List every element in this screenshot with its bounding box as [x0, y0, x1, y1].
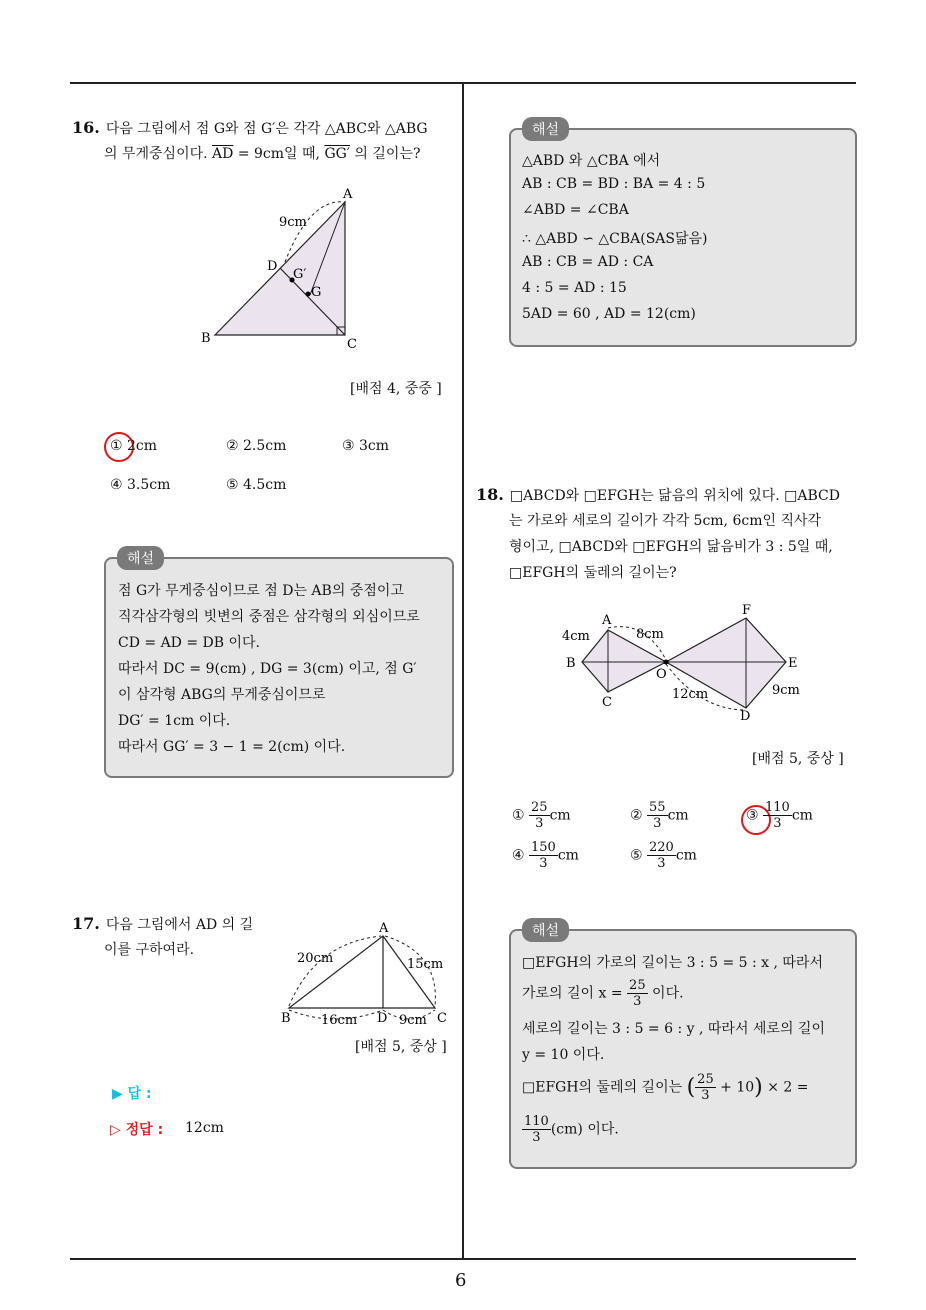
- q18-label-b: B: [566, 656, 576, 671]
- q16-label-a: A: [343, 187, 353, 202]
- q17-answer-label: ▶ 답 :: [112, 1086, 152, 1102]
- q18-text-line4: □EFGH의 둘레의 길이는?: [509, 565, 677, 581]
- q18-choice-5[interactable]: ⑤ $\frac{220}{3}$ cm: [630, 840, 697, 871]
- q18-figure: [560, 600, 820, 725]
- q18-choice-2[interactable]: ② $\frac{55}{3}$ cm: [630, 800, 689, 831]
- q16-choice-1[interactable]: ① 2cm: [110, 438, 158, 454]
- q16-sol-line: 점 G가 무게중심이므로 점 D는 AB의 중점이고: [118, 583, 404, 599]
- q18-solution-tag: 해설: [522, 918, 569, 942]
- q18-sol-line1: □EFGH의 가로의 길이는 3 : 5 = 5 : x , 따라서: [522, 955, 823, 971]
- q17-correct-label: ▷ 정답 :: [110, 1122, 164, 1138]
- q18-label-a: A: [602, 613, 612, 628]
- q17-sol-line: △ABD 와 △CBA 에서: [522, 153, 661, 169]
- q18-text-line3: 형이고, □ABCD와 □EFGH의 닮음비가 3 : 5일 때,: [509, 539, 833, 555]
- q17-sol-line: AB : CB = BD : BA = 4 : 5: [522, 176, 706, 192]
- q18-label-e: E: [788, 656, 798, 671]
- q18-choice-4[interactable]: ④ $\frac{150}{3}$ cm: [512, 840, 579, 871]
- q18-sol-line5: □EFGH의 둘레의 길이는 ( $\frac{25}{3}$ + 10) × 2 =: [522, 1072, 809, 1103]
- q16-choice-2[interactable]: ② 2.5cm: [226, 438, 287, 454]
- q17-label-b: B: [281, 1011, 291, 1026]
- q16-text-line2: 의 무게중심이다. $\overline{AD} = 9cm$일 때, GG′ 의 길이는?: [104, 146, 421, 162]
- q18-text-line1: 18. □ABCD와 □EFGH는 닮음의 위치에 있다. □ABCD: [476, 485, 840, 504]
- q18-sol-line4: y = 10 이다.: [522, 1047, 605, 1063]
- q18-sol-line6: $\frac{110}{3}$ (cm) 이다.: [524, 1114, 619, 1145]
- q17-sol-line: ∴ △ABD ∽ △CBA(SAS닮음): [522, 231, 708, 247]
- q16-text-line1: 16. 다음 그림에서 점 G와 점 G′은 각각 △ABC와 △ABG: [72, 118, 428, 137]
- q18-sol-line2: 가로의 길이 x = $\frac{25}{3}$ 이다.: [522, 978, 684, 1009]
- q17-label-a: A: [379, 921, 389, 936]
- q18-label-9: 9cm: [772, 683, 800, 698]
- q16-label-g: G: [311, 285, 322, 300]
- q16-label-b: B: [201, 331, 211, 346]
- q18-label-12: 12cm: [672, 687, 709, 702]
- q17-label-15: 15cm: [407, 957, 444, 972]
- page-number: 6: [455, 1270, 467, 1291]
- q17-number: 17.: [72, 914, 100, 933]
- q17-correct-value: 12cm: [185, 1120, 224, 1136]
- q18-label-f: F: [742, 603, 752, 618]
- q16-solution-tag: 해설: [117, 546, 164, 570]
- q18-point-o: [664, 660, 669, 665]
- q16-score: [배점 4, 중중 ]: [350, 381, 442, 397]
- q16-point-g: [306, 292, 311, 297]
- q18-label-8: 8cm: [636, 627, 664, 642]
- q17-sol-line: 4 : 5 = AD : 15: [522, 280, 627, 296]
- q17-sol-line: AB : CB = AD : CA: [522, 254, 654, 270]
- q16-sol-line: 따라서 GG′ = 3 − 1 = 2(cm) 이다.: [118, 739, 346, 755]
- q17-solution-tag: 해설: [522, 117, 569, 141]
- q17-label-d: D: [377, 1011, 388, 1026]
- q18-label-c: C: [602, 695, 612, 710]
- q18-choice-1[interactable]: ① $\frac{25}{3}$ cm: [512, 800, 571, 831]
- q16-sol-line: CD = AD = DB 이다.: [118, 635, 260, 651]
- q18-text-line2: 는 가로와 세로의 길이가 각각 5cm, 6cm인 직사각: [509, 513, 822, 529]
- q16-choice-5[interactable]: ⑤ 4.5cm: [226, 477, 287, 493]
- q17-label-20: 20cm: [297, 951, 334, 966]
- q16-sol-line: DG′ = 1cm 이다.: [118, 713, 231, 729]
- q18-number: 18.: [476, 485, 504, 504]
- q18-score: [배점 5, 중상 ]: [752, 751, 844, 767]
- q17-label-9: 9cm: [399, 1013, 427, 1028]
- q17-sol-line: ∠ABD = ∠CBA: [522, 202, 629, 218]
- q17-score: [배점 5, 중상 ]: [355, 1039, 447, 1055]
- q18-sol-line3: 세로의 길이는 3 : 5 = 6 : y , 따라서 세로의 길이: [522, 1021, 825, 1037]
- q16-sol-line: 직각삼각형의 빗변의 중점은 삼각형의 외심이므로: [118, 609, 420, 625]
- q17-triangle: [289, 936, 435, 1008]
- q16-label-d: D: [267, 259, 278, 274]
- q16-label-gp: G′: [293, 267, 307, 282]
- q18-choice-3[interactable]: ③ $\frac{110}{3}$ cm: [746, 800, 813, 831]
- q16-sol-line: 이 삼각형 ABG의 무게중심이므로: [118, 687, 326, 703]
- q16-figure: [195, 180, 375, 355]
- q16-number: 16.: [72, 118, 100, 137]
- q16-choice-4[interactable]: ④ 3.5cm: [110, 477, 171, 493]
- q18-label-o: O: [656, 667, 667, 682]
- q17-text-line2: 이를 구하여라.: [104, 942, 195, 958]
- q16-sol-line: 따라서 DC = 9(cm) , DG = 3(cm) 이고, 점 G′: [118, 661, 417, 677]
- column-divider: [462, 82, 464, 1260]
- q17-sol-line: 5AD = 60 , AD = 12(cm): [522, 306, 696, 322]
- q17-text-line1: 17. 다음 그림에서 AD 의 길: [72, 914, 254, 933]
- q18-label-4: 4cm: [562, 629, 590, 644]
- q17-label-c: C: [437, 1011, 447, 1026]
- q17-arc1: [289, 936, 381, 1006]
- q18-label-d: D: [740, 709, 751, 724]
- q17-figure: [275, 918, 455, 1033]
- q16-choice-3[interactable]: ③ 3cm: [342, 438, 390, 454]
- q17-label-16: 16cm: [321, 1013, 358, 1028]
- q16-label-c: C: [347, 337, 357, 352]
- q16-label-len: 9cm: [279, 215, 307, 230]
